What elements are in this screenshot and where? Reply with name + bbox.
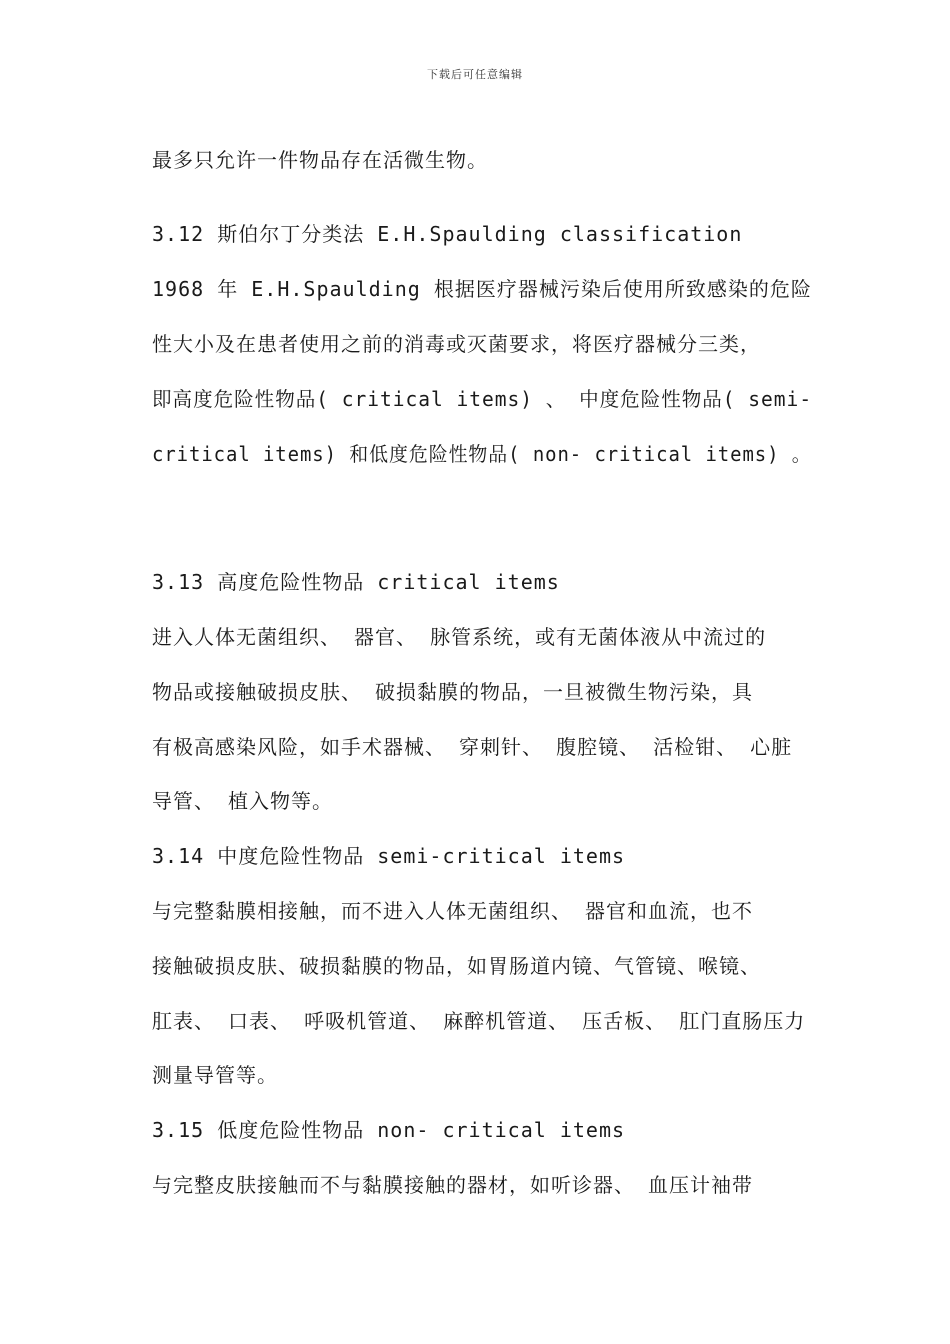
paragraph-line: 最多只允许一件物品存在活微生物。 — [152, 148, 488, 172]
section-heading: 3.12 斯伯尔丁分类法 E.H.Spaulding classification — [152, 222, 743, 246]
paragraph-line: 1968 年 E.H.Spaulding 根据医疗器械污染后使用所致感染的危险 — [152, 277, 812, 301]
paragraph-line: 性大小及在患者使用之前的消毒或灭菌要求，将医疗器械分三类， — [152, 332, 761, 356]
section-heading: 3.13 高度危险性物品 critical items — [152, 570, 560, 594]
paragraph-line: 进入人体无菌组织、 器官、 脉管系统，或有无菌体液从中流过的 — [152, 625, 767, 649]
section-heading: 3.14 中度危险性物品 semi-critical items — [152, 844, 626, 868]
paragraph-line: 即高度危险性物品( critical items) 、 中度危险性物品( semi- — [152, 387, 813, 411]
section-heading: 3.15 低度危险性物品 non- critical items — [152, 1118, 626, 1142]
paragraph-line: 物品或接触破损皮肤、 破损黏膜的物品，一旦被微生物污染，具 — [152, 680, 754, 704]
paragraph-line: 有极高感染风险，如手术器械、 穿刺针、 腹腔镜、 活检钳、 心脏 — [152, 735, 793, 759]
paragraph-line: 测量导管等。 — [152, 1063, 278, 1087]
paragraph-line: 与完整皮肤接触而不与黏膜接触的器材，如听诊器、 血压计袖带 — [152, 1173, 754, 1197]
paragraph-line: 与完整黏膜相接触，而不进入人体无菌组织、 器官和血流，也不 — [152, 899, 754, 923]
paragraph-line: 接触破损皮肤、破损黏膜的物品，如胃肠道内镜、气管镜、喉镜、 — [152, 954, 761, 978]
paragraph-line: critical items) 和低度危险性物品( non- critical items) 。 — [152, 442, 812, 466]
page-header: 下载后可任意编辑 — [427, 68, 523, 81]
paragraph-line: 肛表、 口表、 呼吸机管道、 麻醉机管道、 压舌板、 肛门直肠压力 — [152, 1009, 806, 1033]
paragraph-line: 导管、 植入物等。 — [152, 789, 334, 813]
